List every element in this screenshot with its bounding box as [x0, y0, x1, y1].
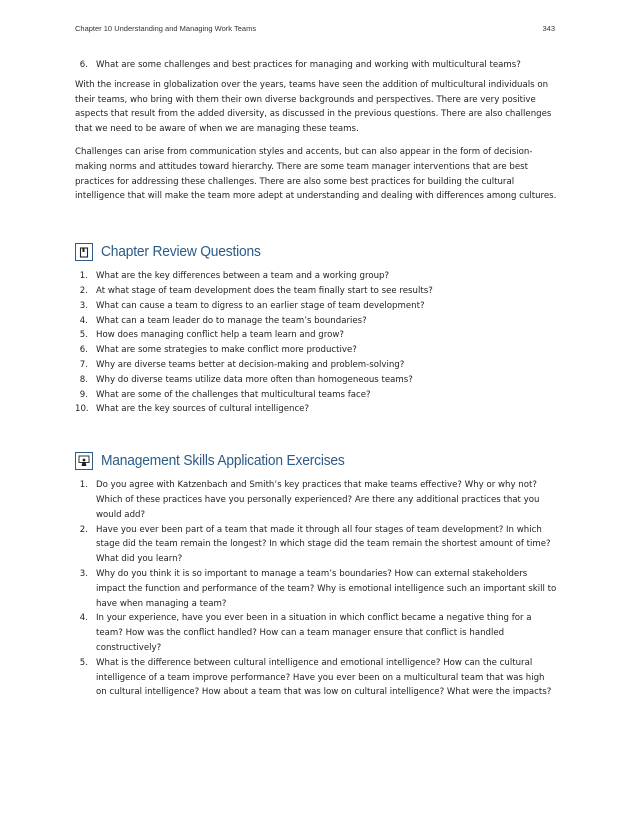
- item-number: 5.: [79, 330, 88, 341]
- item-number: 3.: [79, 568, 88, 579]
- book-icon: [75, 243, 93, 261]
- exercises-list: [75, 478, 557, 700]
- item-text: Why do you think it is so important to manage a team’s boundaries? How can external stakeholders impact the function and performance of the team? Why is emotional intelligence such an important skill to have when managing a team?: [96, 568, 557, 609]
- section-title: Management Skills Application Exercises: [101, 451, 345, 469]
- item-text: What are the key sources of cultural intelligence?: [96, 404, 310, 415]
- exercises-section-header: [75, 449, 557, 473]
- item-number: 9.: [79, 389, 88, 400]
- item-number: 6.: [79, 345, 88, 356]
- list-item: [75, 284, 557, 299]
- item-number: 6.: [79, 60, 88, 70]
- page-content: [75, 58, 557, 700]
- page-number: 343: [542, 24, 555, 33]
- item-text: What are some challenges and best practices for managing and working with multicultural teams?: [96, 60, 521, 70]
- item-text: What are the key differences between a team and a working group?: [96, 271, 390, 282]
- item-text: What is the difference between cultural intelligence and emotional intelligence? How can the cultural intelligence of a team improve performance? Have you ever been on a multicultural team that was high on cultural intelligence? How about a team that was low on cultural intelligence? What were the impacts?: [96, 657, 552, 698]
- item-number: 3.: [79, 300, 88, 311]
- review-questions-list: [75, 269, 557, 417]
- item-text: Why are diverse teams better at decision-making and problem-solving?: [96, 359, 405, 370]
- item-text: Why do diverse teams utilize data more often than homogeneous teams?: [96, 374, 413, 385]
- section-title: Chapter Review Questions: [101, 242, 261, 260]
- paragraph: Challenges can arise from communication styles and accents, but can also appear in the form of decision-making norms and attitudes toward hierarchy. There are some team manager interventions that are best practices for addressing these challenges. There are also some best practices for building the cultural intelligence that will make the team more adept at understanding and dealing with differences among cultures.: [75, 146, 557, 202]
- item-text: What can cause a team to digress to an earlier stage of team development?: [96, 300, 425, 311]
- item-number: 2.: [79, 285, 88, 296]
- item-text: What are some strategies to make conflict more productive?: [96, 345, 357, 356]
- list-item: [75, 402, 557, 417]
- paragraph: With the increase in globalization over the years, teams have seen the addition of multicultural individuals on their teams, who bring with them their own diverse backgrounds and perspectives. There are very positive aspects that result from the added diversity, as discussed in the previous questions. There are also challenges that we need to be aware of when we are managing these teams.: [75, 79, 552, 135]
- review-section-header: [75, 240, 557, 264]
- list-item: [75, 373, 557, 388]
- presenter-icon: [75, 452, 93, 470]
- item-number: 8.: [79, 374, 88, 385]
- list-item: [75, 478, 557, 522]
- list-item: [75, 567, 557, 611]
- item-number: 1.: [79, 271, 88, 282]
- list-item: [75, 611, 557, 655]
- list-item: [75, 523, 557, 567]
- item-text: Do you agree with Katzenbach and Smith’s key practices that make teams effective? Why or why not? Which of these practices have you personally experienced? Are there any additional practices that you would add?: [96, 480, 540, 520]
- item-number: 5.: [79, 657, 88, 668]
- item-text: At what stage of team development does the team finally start to see results?: [96, 285, 433, 296]
- item-text: Have you ever been part of a team that made it through all four stages of team development? In which stage did the team remain the longest? In which stage did the team remain the shortest amount of time? What did you learn?: [96, 524, 551, 565]
- list-item: [75, 656, 557, 700]
- item-number: 4.: [79, 613, 88, 624]
- list-item: [75, 299, 557, 314]
- item-number: 2.: [79, 524, 88, 535]
- item-text: What are some of the challenges that multicultural teams face?: [96, 389, 371, 400]
- list-item: [75, 314, 557, 329]
- list-item: [75, 358, 557, 373]
- item-number: 10.: [75, 404, 89, 415]
- list-item: [75, 328, 557, 343]
- item-number: 4.: [79, 315, 88, 326]
- item-text: What can a team leader do to manage the team’s boundaries?: [96, 315, 367, 326]
- item-text: In your experience, have you ever been in a situation in which conflict became a negative thing for a team? How was the conflict handled? How can a team manager ensure that conflict is handled constructively?: [96, 613, 532, 653]
- chapter-title: Chapter 10 Understanding and Managing Work Teams: [75, 24, 257, 33]
- list-item: [75, 269, 557, 284]
- list-item: [75, 58, 557, 73]
- item-number: 7.: [79, 359, 88, 370]
- list-item: [75, 388, 557, 403]
- item-number: 1.: [79, 480, 88, 491]
- item-text: How does managing conflict help a team learn and grow?: [96, 330, 344, 341]
- list-item: [75, 343, 557, 358]
- question-list: [75, 58, 557, 73]
